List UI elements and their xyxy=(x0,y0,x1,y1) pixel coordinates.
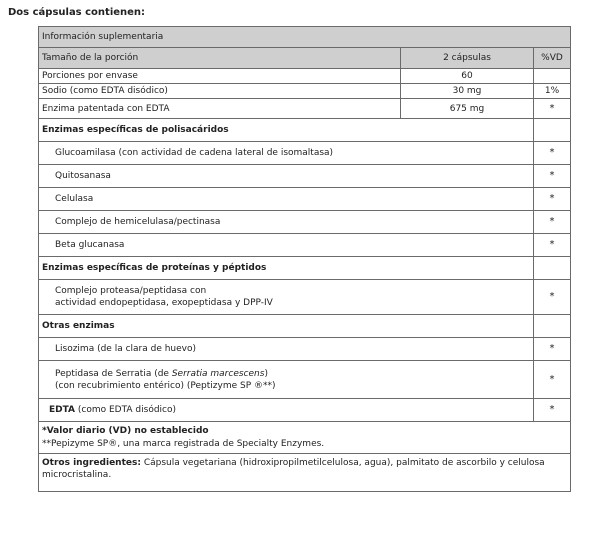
supplement-facts-table xyxy=(38,26,571,492)
row-name: Glucoamilasa (con actividad de cadena lateral de isomaltasa) xyxy=(39,142,534,165)
footnote-trademark: **Pepizyme SP®, una marca registrada de Specialty Enzymes. xyxy=(39,437,571,454)
row-dv: * xyxy=(534,234,571,257)
row-name: Porciones por envase xyxy=(39,69,401,84)
row-dv: * xyxy=(534,280,571,315)
row-dv: * xyxy=(534,188,571,211)
footnote-row xyxy=(39,437,571,454)
row-dv: * xyxy=(534,142,571,165)
table-row xyxy=(39,69,571,84)
row-amount: 675 mg xyxy=(401,99,534,119)
row-name: Celulasa xyxy=(39,188,534,211)
row-amount: 30 mg xyxy=(401,84,534,99)
table-row xyxy=(39,99,571,119)
row-dv: * xyxy=(534,361,571,399)
row-name: Sodio (como EDTA disódico) xyxy=(39,84,401,99)
table-row xyxy=(39,142,571,165)
table-row xyxy=(39,234,571,257)
row-name: Enzima patentada con EDTA xyxy=(39,99,401,119)
row-name xyxy=(39,399,534,422)
ingredients-text: Cápsula vegetariana (hidroxipropilmetilcelulosa, agua), palmitato de ascorbilo y celulosa microcristalina. xyxy=(42,458,545,480)
table-row xyxy=(39,399,571,422)
row-name: Complejo de hemicelulasa/pectinasa xyxy=(39,211,534,234)
row-dv xyxy=(534,69,571,84)
row-amount: 60 xyxy=(401,69,534,84)
intro-heading: Dos cápsulas contienen: xyxy=(8,7,146,18)
footnote-dv: *Valor diario (VD) no establecido xyxy=(39,422,571,438)
row-dv: * xyxy=(534,165,571,188)
header-serving: Tamaño de la porción xyxy=(39,48,401,69)
row-name-italic: Serratia marcescens xyxy=(171,368,265,379)
row-name-line2: actividad endopeptidasa, exopeptidasa y DPP-IV xyxy=(55,298,273,308)
table-title-row xyxy=(39,27,571,48)
row-name: Lisozima (de la clara de huevo) xyxy=(39,338,534,361)
table-row xyxy=(39,338,571,361)
row-dv: * xyxy=(534,211,571,234)
table-header-row xyxy=(39,48,571,69)
section-heading-row xyxy=(39,315,571,338)
table-title: Información suplementaria xyxy=(39,27,571,48)
row-name-post: ) xyxy=(264,368,268,379)
row-dv: * xyxy=(534,99,571,119)
ingredients-cell xyxy=(39,454,571,492)
table-row xyxy=(39,361,571,399)
row-name: Quitosanasa xyxy=(39,165,534,188)
row-dv: * xyxy=(534,338,571,361)
table-row xyxy=(39,165,571,188)
section-title: Enzimas específicas de proteínas y péptidos xyxy=(39,257,534,280)
row-name-line1: Complejo proteasa/peptidasa con xyxy=(55,286,207,296)
row-name-pre: Peptidasa de Serratia (de xyxy=(55,368,172,379)
ingredients-row xyxy=(39,454,571,492)
table-row xyxy=(39,84,571,99)
header-dv: %VD xyxy=(534,48,571,69)
footnote-row xyxy=(39,422,571,438)
section-heading-row xyxy=(39,257,571,280)
table-row xyxy=(39,188,571,211)
row-dv: 1% xyxy=(534,84,571,99)
edta-bold: EDTA xyxy=(49,405,76,415)
header-amount: 2 cápsulas xyxy=(401,48,534,69)
table-row xyxy=(39,280,571,315)
section-title: Enzimas específicas de polisacáridos xyxy=(39,119,534,142)
row-name-line2: (con recubrimiento entérico) (Peptizyme SP ®**) xyxy=(55,380,276,391)
section-heading-row xyxy=(39,119,571,142)
row-dv: * xyxy=(534,399,571,422)
edta-rest: (como EDTA disódico) xyxy=(75,405,177,415)
section-title: Otras enzimas xyxy=(39,315,534,338)
row-name: Beta glucanasa xyxy=(39,234,534,257)
ingredients-label: Otros ingredientes: xyxy=(42,458,141,468)
table-row xyxy=(39,211,571,234)
row-name xyxy=(39,280,534,315)
row-name xyxy=(39,361,534,399)
